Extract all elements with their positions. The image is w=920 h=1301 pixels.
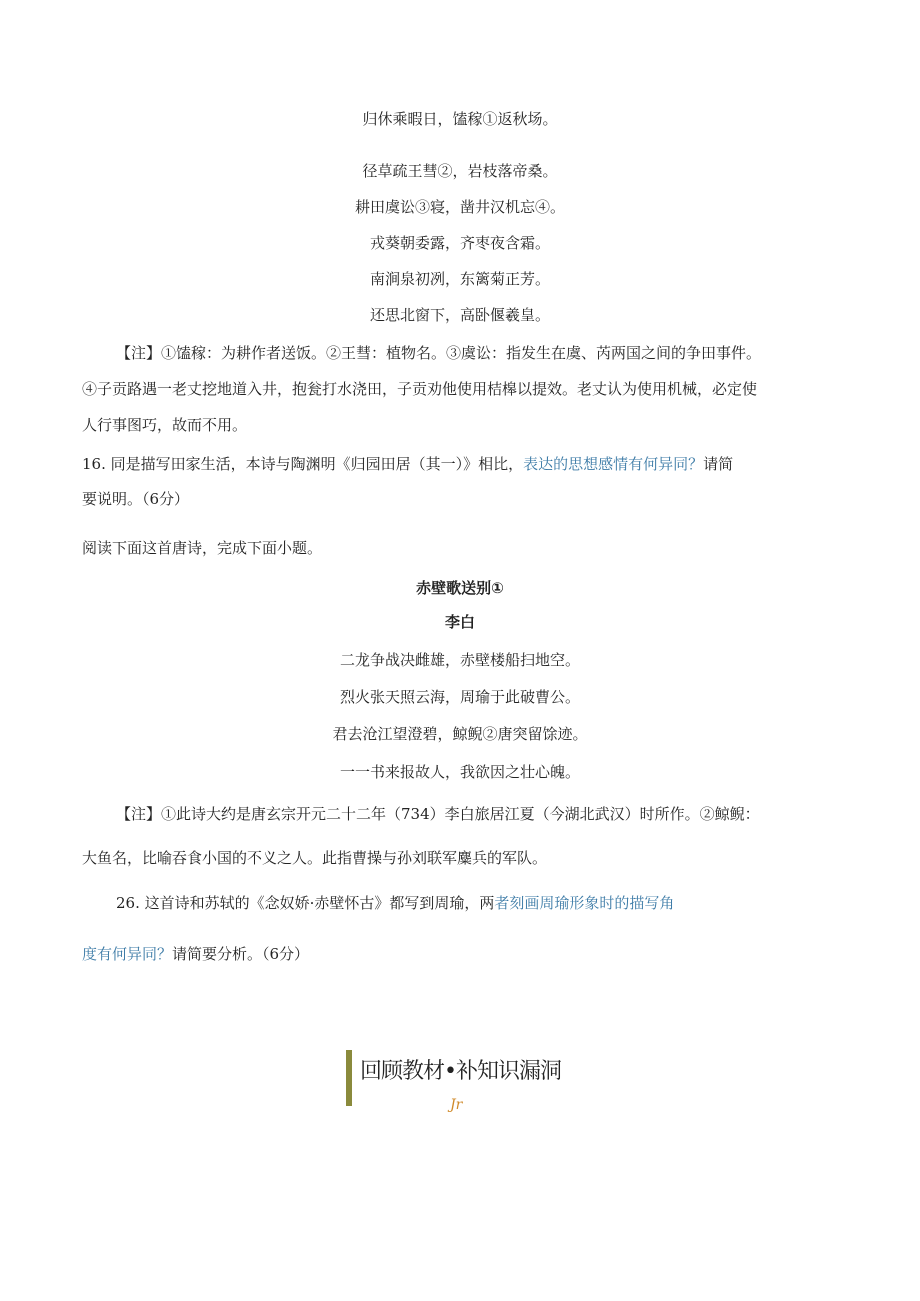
question-16-suffix: 请简	[703, 455, 734, 473]
poem2-line: 二龙争战决雌雄，赤壁楼船扫地空。	[339, 651, 580, 669]
question-26	[116, 892, 674, 913]
section-heading: 回顾教材•补知识漏洞	[360, 1059, 561, 1084]
poem2-line: 烈火张天照云海，周瑜于此破曹公。	[339, 688, 580, 706]
question-26-highlight: 者刻画周瑜形象时的描写角	[494, 894, 675, 912]
question-26-prefix: 26. 这首诗和苏轼的《念奴娇·赤壁怀古》都写到周瑜，两	[116, 894, 495, 912]
question-16	[82, 453, 733, 474]
question-26-suffix: 请简要分析。（6分）	[172, 945, 310, 963]
poem1-line: 耕田虞讼③寝，凿井汉机忘④。	[354, 198, 565, 216]
poem1-line: 南涧泉初冽，东篱菊正芳。	[369, 270, 550, 288]
question-16-prefix: 16. 同是描写田家生活，本诗与陶渊明《归园田居（其一）》相比，	[82, 455, 524, 473]
poem1-line: 归休乘暇日，馌稼①返秋场。	[362, 110, 558, 128]
poem2-note-line: 【注】①此诗大约是唐玄宗开元二十二年（734）李白旅居江夏（今湖北武汉）时所作。②鲸鲵：	[116, 805, 760, 823]
question-16-highlight: 表达的思想感情有何异同？	[523, 455, 704, 473]
poem2-line: 一一书来报故人，我欲因之壮心魄。	[339, 763, 580, 781]
poem2-title: 赤壁歌送别①	[416, 579, 504, 597]
poem1-line: 径草疏王彗②，岩枝落帝桑。	[362, 162, 558, 180]
poem2-line: 君去沧江望澄碧，鲸鲵②唐突留馀迹。	[332, 725, 588, 743]
section-accent-bar	[346, 1050, 352, 1106]
section-subtext: Jr	[450, 1097, 463, 1113]
question-26-line2	[82, 943, 309, 964]
poem1-line: 戎葵朝委露，齐枣夜含霜。	[369, 234, 550, 252]
question-26-highlight-2: 度有何异同？	[82, 945, 173, 963]
reading-intro: 阅读下面这首唐诗，完成下面小题。	[82, 539, 323, 557]
poem1-note-line: 人行事图巧，故而不用。	[82, 416, 248, 434]
question-16-line2: 要说明。（6分）	[82, 490, 190, 508]
poem1-note-line: 【注】①馌稼：为耕作者送饭。②王彗：植物名。③虞讼：指发生在虞、芮两国之间的争田事件。	[116, 344, 762, 362]
poem2-note-line: 大鱼名，比喻吞食小国的不义之人。此指曹操与孙刘联军麋兵的军队。	[82, 849, 548, 867]
poem1-note-line: ④子贡路遇一老丈挖地道入井，抱瓮打水浇田，子贡劝他使用桔槔以提效。老丈认为使用机械，必定使	[82, 380, 758, 398]
poem1-line: 还思北窗下，高卧偃羲皇。	[369, 306, 550, 324]
poem2-author: 李白	[444, 613, 475, 631]
